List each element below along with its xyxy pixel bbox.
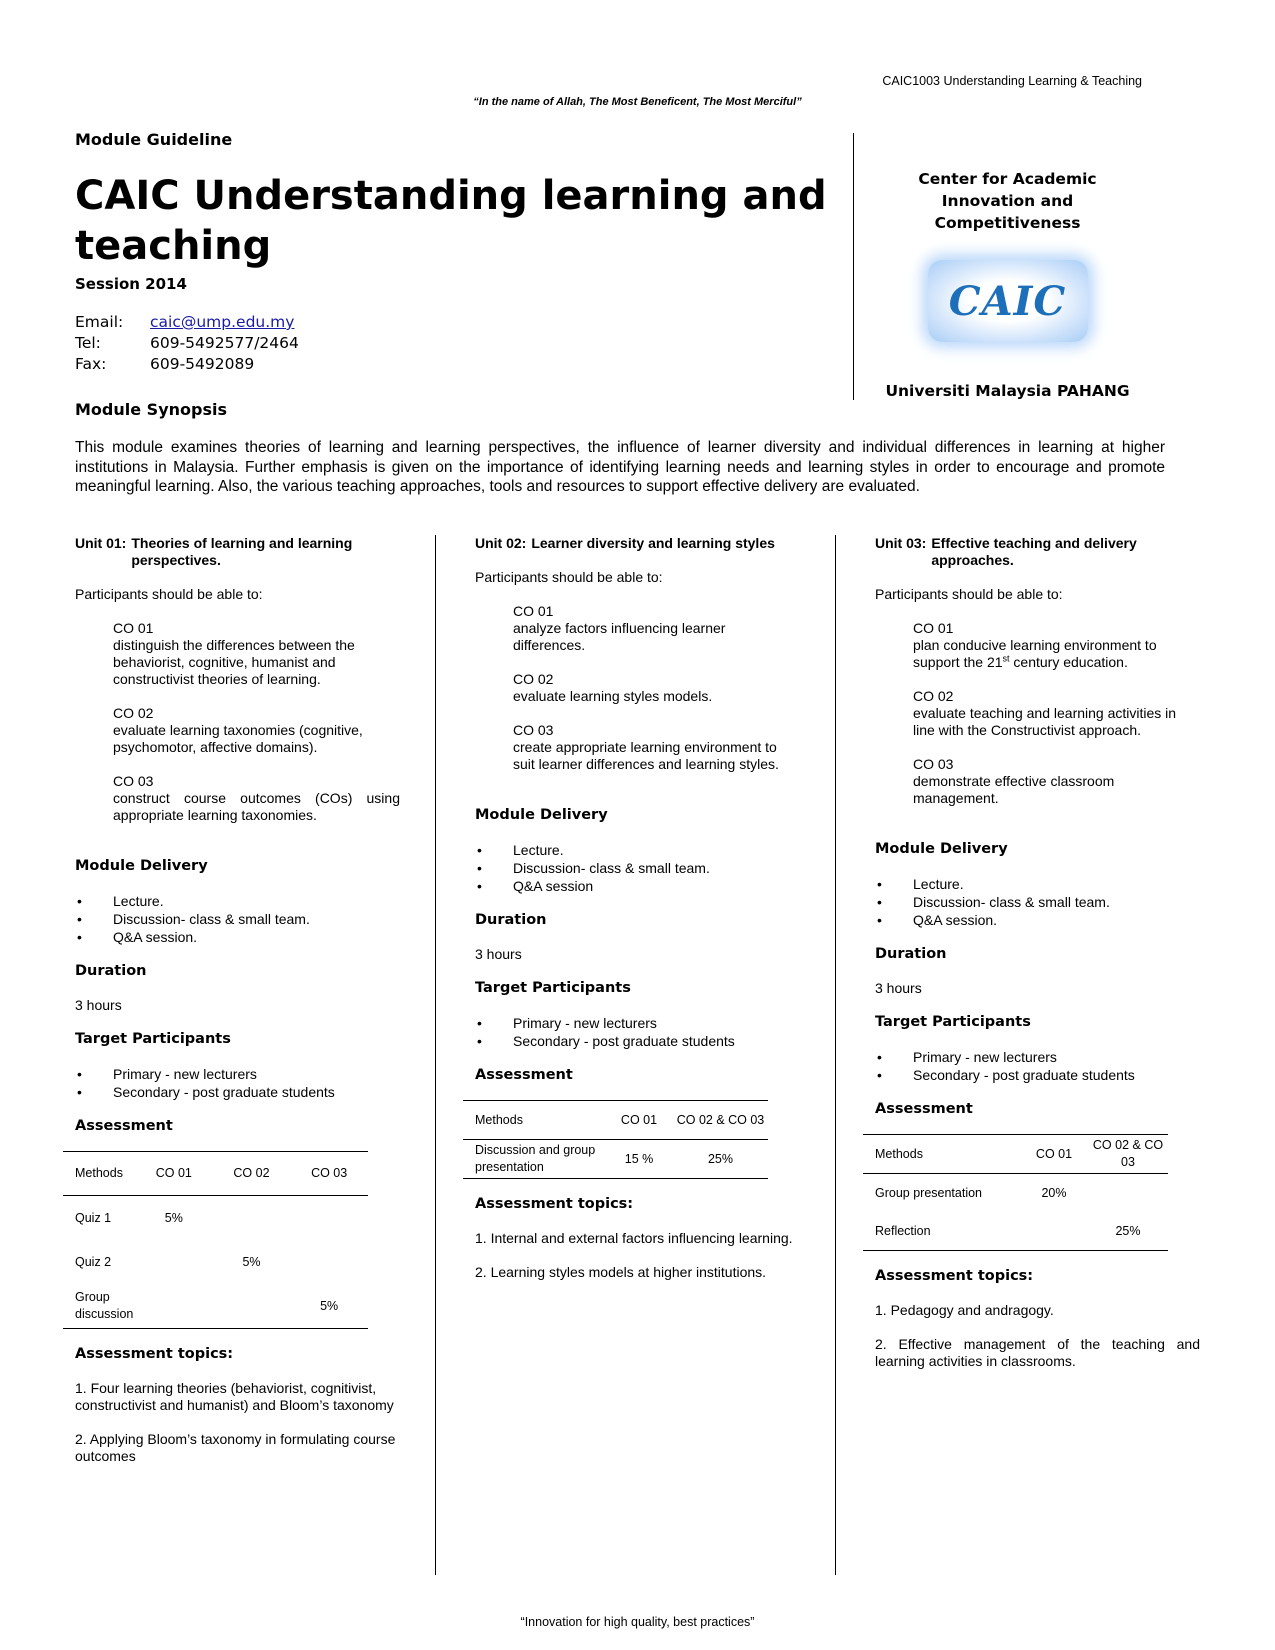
target-list xyxy=(875,1048,1200,1084)
course-outcome: CO 03 construct course outcomes (COs) using appropriate learning taxonomies. xyxy=(113,773,400,823)
module-delivery-heading: Module Delivery xyxy=(475,807,608,823)
course-outcome: CO 02 evaluate learning styles models. xyxy=(513,671,713,704)
assessment-table xyxy=(63,1151,368,1329)
assessment-topic: 2. Effective management of the teaching and learning activities in classrooms. xyxy=(875,1336,1200,1369)
list-item: • Q&A session. xyxy=(875,911,1200,929)
delivery-list xyxy=(475,841,795,895)
center-name: Center for Academic Innovation and Competitiveness xyxy=(918,170,1097,232)
unit-title: Unit 02: Learner diversity and learning styles xyxy=(475,535,775,551)
course-outcome: CO 01 plan conducive learning environment to support the 21st century education. xyxy=(913,620,1157,670)
org-block xyxy=(870,168,1145,400)
duration-heading: Duration xyxy=(75,963,147,979)
participants-intro: Participants should be able to: xyxy=(75,586,263,602)
unit-02-column xyxy=(475,535,795,1281)
target-list xyxy=(475,1014,795,1050)
list-item: • Lecture. xyxy=(75,892,400,910)
assessment-topic: 2. Applying Bloom’s taxonomy in formulating course outcomes xyxy=(75,1431,396,1464)
participants-intro: Participants should be able to: xyxy=(475,569,663,585)
email-label: Email: xyxy=(75,313,124,331)
assessment-topic: 1. Internal and external factors influencing learning. xyxy=(475,1230,793,1246)
list-item: • Discussion- class & small team. xyxy=(475,859,795,877)
unit-01-column xyxy=(75,535,400,1465)
duration-value: 3 hours xyxy=(475,946,522,962)
document-header xyxy=(75,130,835,376)
fax-value: 609-5492089 xyxy=(150,355,255,373)
column-divider-1 xyxy=(435,535,436,1575)
document-type: Module Guideline xyxy=(75,130,233,149)
university-name: Universiti Malaysia PAHANG xyxy=(885,382,1130,400)
table-row: Group presentation 20% xyxy=(875,1185,1067,1200)
target-list xyxy=(75,1065,400,1101)
assessment-heading: Assessment xyxy=(75,1118,173,1134)
assessment-heading: Assessment xyxy=(875,1101,973,1117)
list-item: • Primary - new lecturers xyxy=(475,1014,795,1032)
assessment-topics-heading: Assessment topics: xyxy=(475,1196,634,1212)
email-link[interactable]: caic@ump.edu.my xyxy=(150,313,295,331)
tel-value: 609-5492577/2464 xyxy=(150,334,299,352)
synopsis-text: This module examines theories of learning and learning perspectives, the influence of learner diversity and individual differences in learning at higher institutions in Malaysia. Further emphasis is given on the importance of identifying learning needs and learning styles in order to encourage and promote meaningful learning. Also, the various teaching approaches, tools and resources to support effective delivery are evaluated. xyxy=(75,439,1165,495)
target-participants-heading: Target Participants xyxy=(875,1014,1031,1030)
target-participants-heading: Target Participants xyxy=(75,1031,231,1047)
fax-label: Fax: xyxy=(75,355,107,373)
assessment-table xyxy=(463,1100,768,1179)
assessment-topic: 1. Pedagogy and andragogy. xyxy=(875,1302,1054,1318)
module-delivery-heading: Module Delivery xyxy=(75,858,208,874)
table-header-row: Methods CO 01 CO 02 & CO 03 xyxy=(863,1135,1168,1174)
unit-03-column xyxy=(875,535,1200,1370)
list-item: • Secondary - post graduate students xyxy=(875,1066,1200,1084)
tel-label: Tel: xyxy=(75,334,101,352)
caic-logo xyxy=(928,260,1088,342)
list-item: • Q&A session xyxy=(475,877,795,895)
unit-title: Unit 01: Theories of learning and learning perspectives. xyxy=(75,535,353,568)
assessment-topics-heading: Assessment topics: xyxy=(875,1268,1034,1284)
course-outcome: CO 03 demonstrate effective classroom management. xyxy=(913,756,1115,806)
assessment-topic: 2. Learning styles models at higher institutions. xyxy=(475,1264,767,1280)
table-row: Reflection 25% xyxy=(875,1223,1141,1238)
course-outcome: CO 01 distinguish the differences between the behaviorist, cognitive, humanist and constructivist theories of learning. xyxy=(113,620,355,687)
duration-heading: Duration xyxy=(875,946,947,962)
table-header-row: Methods CO 01 CO 02 CO 03 xyxy=(63,1152,368,1196)
course-outcome: CO 02 evaluate learning taxonomies (cognitive, psychomotor, affective domains). xyxy=(113,705,363,755)
basmala: “In the name of Allah, The Most Beneficent, The Most Merciful” xyxy=(473,96,802,108)
course-outcome: CO 03 create appropriate learning environment to suit learner differences and learning styles. xyxy=(513,722,779,772)
header-divider xyxy=(853,133,854,400)
duration-heading: Duration xyxy=(475,912,547,928)
module-delivery-heading: Module Delivery xyxy=(875,841,1008,857)
logo-text: CAIC xyxy=(948,277,1067,325)
session-label: Session 2014 xyxy=(75,275,187,293)
synopsis-heading: Module Synopsis xyxy=(75,400,227,419)
duration-value: 3 hours xyxy=(875,980,922,996)
list-item: • Q&A session. xyxy=(75,928,400,946)
list-item: • Discussion- class & small team. xyxy=(875,893,1200,911)
list-item: • Secondary - post graduate students xyxy=(475,1032,795,1050)
page-title: CAIC Understanding learning and teaching xyxy=(75,173,827,269)
footer-motto: “Innovation for high quality, best practices” xyxy=(520,1615,755,1629)
course-outcome: CO 02 evaluate teaching and learning activities in line with the Constructivist approach. xyxy=(913,688,1177,738)
table-row: Quiz 1 5% xyxy=(75,1210,183,1225)
contact-block xyxy=(75,313,835,376)
unit-title: Unit 03: Effective teaching and delivery approaches. xyxy=(875,535,1137,568)
delivery-list xyxy=(875,875,1200,929)
course-outcome: CO 01 analyze factors influencing learner differences. xyxy=(513,603,726,653)
assessment-topic: 1. Four learning theories (behaviorist, cognitivist, constructivist and humanist) and Bloom’s taxonomy xyxy=(75,1380,394,1413)
assessment-table xyxy=(863,1134,1168,1251)
participants-intro: Participants should be able to: xyxy=(875,586,1063,602)
assessment-topics-heading: Assessment topics: xyxy=(75,1346,234,1362)
target-participants-heading: Target Participants xyxy=(475,980,631,996)
table-row: Quiz 2 5% xyxy=(75,1254,261,1269)
delivery-list xyxy=(75,892,400,946)
list-item: • Discussion- class & small team. xyxy=(75,910,400,928)
list-item: • Lecture. xyxy=(875,875,1200,893)
table-row: Discussion and group presentation 15 % 25% xyxy=(475,1143,734,1174)
list-item: • Secondary - post graduate students xyxy=(75,1083,400,1101)
list-item: • Primary - new lecturers xyxy=(75,1065,400,1083)
duration-value: 3 hours xyxy=(75,997,122,1013)
column-divider-2 xyxy=(835,535,836,1575)
assessment-heading: Assessment xyxy=(475,1067,573,1083)
course-code-header: CAIC1003 Understanding Learning & Teaching xyxy=(882,74,1142,88)
list-item: • Primary - new lecturers xyxy=(875,1048,1200,1066)
list-item: • Lecture. xyxy=(475,841,795,859)
table-header-row: Methods CO 01 CO 02 & CO 03 xyxy=(463,1101,768,1140)
table-row: Group discussion 5% xyxy=(75,1290,339,1321)
